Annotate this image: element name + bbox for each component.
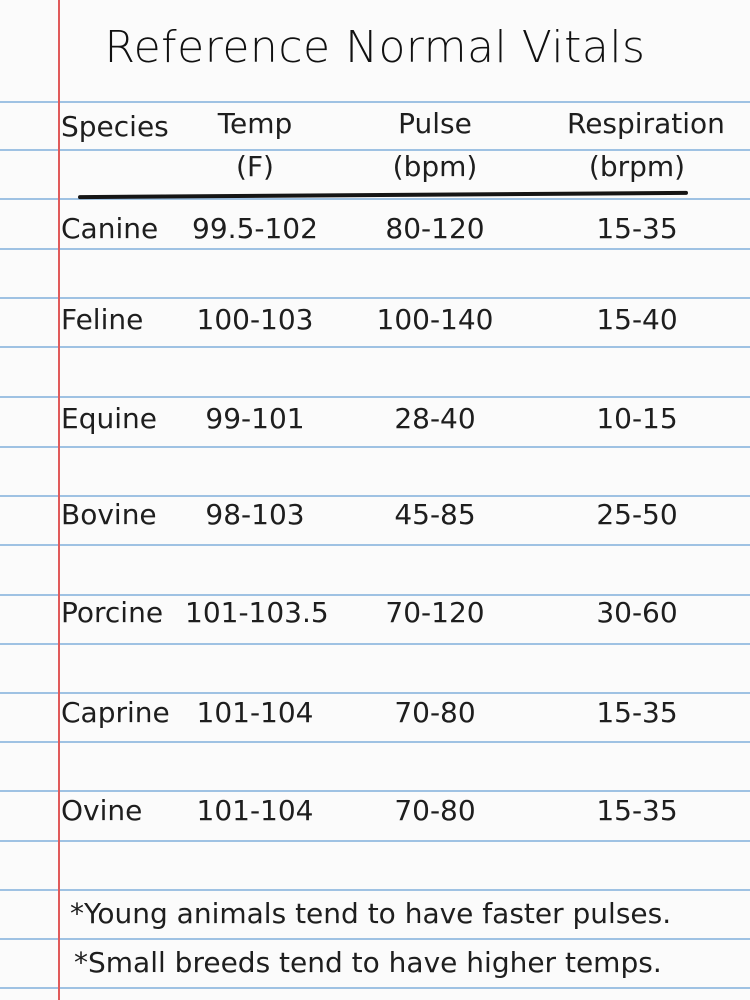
row-ovine-pulse: 70-80 [394,794,476,827]
ruled-line [0,297,750,299]
row-feline-temp: 100-103 [196,303,314,336]
ruled-line [0,889,750,891]
page-title: Reference Normal Vitals [104,22,646,73]
ruled-line [0,692,750,694]
row-porcine-respiration: 30-60 [596,596,678,629]
ruled-line [0,396,750,398]
row-porcine-pulse: 70-120 [385,596,485,629]
row-feline-pulse: 100-140 [376,303,494,336]
note-small-breeds: *Small breeds tend to have higher temps. [74,946,662,979]
row-feline-species: Feline [61,303,144,336]
header-pulse: Pulse [398,107,472,140]
row-ovine-temp: 101-104 [196,794,314,827]
header-respiration: Respiration [567,107,725,140]
ruled-line [0,346,750,348]
ruled-line [0,495,750,497]
margin-line [58,0,60,1000]
header-species: Species [61,110,169,143]
row-bovine-respiration: 25-50 [596,498,678,531]
row-equine-pulse: 28-40 [394,402,476,435]
row-ovine-species: Ovine [61,794,143,827]
ruled-line [0,840,750,842]
row-caprine-respiration: 15-35 [596,696,678,729]
row-equine-species: Equine [61,402,157,435]
row-caprine-pulse: 70-80 [394,696,476,729]
row-bovine-pulse: 45-85 [394,498,476,531]
header-temp-unit: (F) [236,150,274,183]
ruled-line [0,741,750,743]
row-caprine-temp: 101-104 [196,696,314,729]
ruled-line [0,938,750,940]
header-pulse-unit: (bpm) [392,150,478,183]
ruled-line [0,790,750,792]
row-canine-temp: 99.5-102 [192,212,318,245]
row-canine-species: Canine [61,212,159,245]
row-bovine-temp: 98-103 [205,498,305,531]
ruled-line [0,101,750,103]
header-temp: Temp [217,107,293,140]
row-canine-respiration: 15-35 [596,212,678,245]
note-young-animals: *Young animals tend to have faster pulses. [70,897,672,930]
ruled-line [0,248,750,250]
row-feline-respiration: 15-40 [596,303,678,336]
ruled-line [0,446,750,448]
row-equine-respiration: 10-15 [596,402,678,435]
row-porcine-species: Porcine [61,596,164,629]
row-porcine-temp: 101-103.5 [185,596,329,629]
header-respiration-unit: (brpm) [588,150,686,183]
ruled-line [0,643,750,645]
ruled-line [0,544,750,546]
row-canine-pulse: 80-120 [385,212,485,245]
row-equine-temp: 99-101 [205,402,305,435]
ruled-line [0,987,750,989]
row-bovine-species: Bovine [61,498,157,531]
row-caprine-species: Caprine [61,696,170,729]
row-ovine-respiration: 15-35 [596,794,678,827]
